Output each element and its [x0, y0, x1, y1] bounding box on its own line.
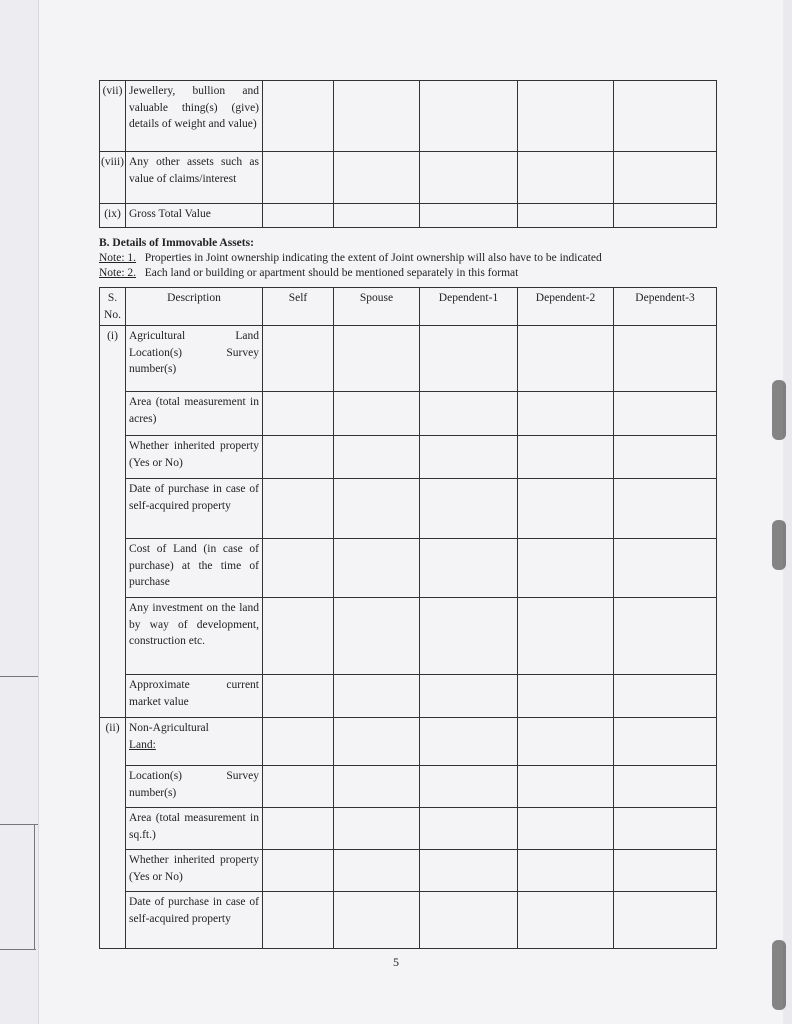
scan-smudge	[772, 520, 786, 570]
dependent-1-cell[interactable]	[420, 539, 518, 598]
dependent-2-cell[interactable]	[518, 766, 614, 808]
spouse-cell[interactable]	[334, 152, 420, 204]
dependent-1-cell[interactable]	[420, 436, 518, 479]
scan-smudge	[772, 940, 786, 1010]
spouse-cell[interactable]	[334, 539, 420, 598]
dependent-3-cell[interactable]	[614, 675, 717, 718]
dependent-2-cell[interactable]	[518, 598, 614, 675]
row-description: Location(s) Survey number(s)	[126, 766, 263, 808]
table-row	[100, 598, 717, 675]
note-2	[99, 266, 602, 281]
row-description: Date of purchase in case of self-acquired property	[126, 479, 263, 539]
column-header-sno: S. No.	[100, 288, 126, 326]
self-cell[interactable]	[263, 392, 334, 436]
dependent-1-cell[interactable]	[420, 204, 518, 228]
row-description	[126, 718, 263, 766]
dependent-1-cell[interactable]	[420, 892, 518, 949]
table-row	[100, 392, 717, 436]
spouse-cell[interactable]	[334, 892, 420, 949]
dependent-2-cell[interactable]	[518, 675, 614, 718]
self-cell[interactable]	[263, 808, 334, 850]
dependent-1-cell[interactable]	[420, 81, 518, 152]
note-text: Properties in Joint ownership indicating the extent of Joint ownership will also have to be indicated	[144, 252, 602, 264]
dependent-1-cell[interactable]	[420, 718, 518, 766]
note-1	[99, 251, 602, 266]
row-description: Date of purchase in case of self-acquired property	[126, 892, 263, 949]
self-cell[interactable]	[263, 850, 334, 892]
dependent-2-cell[interactable]	[518, 392, 614, 436]
dependent-3-cell[interactable]	[614, 598, 717, 675]
row-description: Agricultural Land Location(s) Survey number(s)	[126, 326, 263, 392]
dependent-3-cell[interactable]	[614, 539, 717, 598]
note-label: Note: 2.	[99, 267, 137, 279]
underlying-rule	[0, 824, 38, 825]
spouse-cell[interactable]	[334, 766, 420, 808]
spouse-cell[interactable]	[334, 850, 420, 892]
column-header-description: Description	[126, 288, 263, 326]
underlying-rule	[34, 824, 35, 949]
self-cell[interactable]	[263, 152, 334, 204]
dependent-3-cell[interactable]	[614, 326, 717, 392]
self-cell[interactable]	[263, 718, 334, 766]
dependent-1-cell[interactable]	[420, 392, 518, 436]
self-cell[interactable]	[263, 675, 334, 718]
spouse-cell[interactable]	[334, 598, 420, 675]
spouse-cell[interactable]	[334, 81, 420, 152]
table-row	[100, 850, 717, 892]
scan-smudge	[772, 380, 786, 440]
dependent-2-cell[interactable]	[518, 326, 614, 392]
dependent-3-cell[interactable]	[614, 204, 717, 228]
dependent-3-cell[interactable]	[614, 850, 717, 892]
spouse-cell[interactable]	[334, 675, 420, 718]
dependent-3-cell[interactable]	[614, 152, 717, 204]
dependent-2-cell[interactable]	[518, 81, 614, 152]
section-heading: Land:	[129, 738, 156, 751]
row-description: Approximate current market value	[126, 675, 263, 718]
table-row	[100, 152, 717, 204]
row-description: Area (total measurement in acres)	[126, 392, 263, 436]
self-cell[interactable]	[263, 436, 334, 479]
underlying-rule	[0, 949, 36, 950]
column-header-dependent-2: Dependent-2	[518, 288, 614, 326]
row-description: Any investment on the land by way of development, construction etc.	[126, 598, 263, 675]
row-description: Any other assets such as value of claims/interest	[126, 152, 263, 204]
dependent-2-cell[interactable]	[518, 204, 614, 228]
self-cell[interactable]	[263, 598, 334, 675]
dependent-2-cell[interactable]	[518, 718, 614, 766]
table-row	[100, 718, 717, 766]
row-description: Whether inherited property (Yes or No)	[126, 436, 263, 479]
serial-number: (viii)	[100, 152, 126, 204]
section-title: B. Details of Immovable Assets:	[99, 237, 254, 249]
dependent-1-cell[interactable]	[420, 766, 518, 808]
column-header-spouse: Spouse	[334, 288, 420, 326]
table-row	[100, 326, 717, 392]
dependent-2-cell[interactable]	[518, 479, 614, 539]
dependent-2-cell[interactable]	[518, 152, 614, 204]
table-row	[100, 479, 717, 539]
row-description: Area (total measurement in sq.ft.)	[126, 808, 263, 850]
spouse-cell[interactable]	[334, 808, 420, 850]
dependent-3-cell[interactable]	[614, 392, 717, 436]
row-description: Cost of Land (in case of purchase) at the time of purchase	[126, 539, 263, 598]
dependent-1-cell[interactable]	[420, 326, 518, 392]
dependent-3-cell[interactable]	[614, 436, 717, 479]
column-header-self: Self	[263, 288, 334, 326]
self-cell[interactable]	[263, 539, 334, 598]
immovable-assets-table	[99, 287, 717, 949]
dependent-2-cell[interactable]	[518, 436, 614, 479]
serial-number: (ix)	[100, 204, 126, 228]
row-description: Jewellery, bullion and valuable thing(s) (give) details of weight and value)	[126, 81, 263, 152]
dependent-3-cell[interactable]	[614, 892, 717, 949]
section-b-header	[99, 236, 602, 281]
table-row	[100, 675, 717, 718]
note-text: Each land or building or apartment should be mentioned separately in this format	[144, 267, 519, 279]
table-row	[100, 539, 717, 598]
dependent-1-cell[interactable]	[420, 808, 518, 850]
self-cell[interactable]	[263, 766, 334, 808]
dependent-3-cell[interactable]	[614, 479, 717, 539]
row-description: Whether inherited property (Yes or No)	[126, 850, 263, 892]
dependent-3-cell[interactable]	[614, 766, 717, 808]
spouse-cell[interactable]	[334, 479, 420, 539]
serial-number: (vii)	[100, 81, 126, 152]
spouse-cell[interactable]	[334, 436, 420, 479]
table-header-row	[100, 288, 717, 326]
table-row	[100, 808, 717, 850]
table-row	[100, 204, 717, 228]
table-row	[100, 436, 717, 479]
underlying-page	[0, 0, 38, 1024]
self-cell[interactable]	[263, 81, 334, 152]
dependent-1-cell[interactable]	[420, 598, 518, 675]
dependent-3-cell[interactable]	[614, 718, 717, 766]
dependent-1-cell[interactable]	[420, 850, 518, 892]
page-number: 5	[393, 955, 399, 969]
self-cell[interactable]	[263, 479, 334, 539]
row-description: Gross Total Value	[126, 204, 263, 228]
spouse-cell[interactable]	[334, 392, 420, 436]
dependent-3-cell[interactable]	[614, 808, 717, 850]
table-row	[100, 81, 717, 152]
column-header-dependent-3: Dependent-3	[614, 288, 717, 326]
self-cell[interactable]	[263, 326, 334, 392]
dependent-2-cell[interactable]	[518, 539, 614, 598]
column-header-dependent-1: Dependent-1	[420, 288, 518, 326]
spouse-cell[interactable]	[334, 718, 420, 766]
dependent-3-cell[interactable]	[614, 81, 717, 152]
dependent-2-cell[interactable]	[518, 808, 614, 850]
note-label: Note: 1.	[99, 252, 137, 264]
table-row	[100, 892, 717, 949]
dependent-1-cell[interactable]	[420, 479, 518, 539]
dependent-2-cell[interactable]	[518, 892, 614, 949]
serial-number: (i)	[100, 326, 126, 718]
spouse-cell[interactable]	[334, 326, 420, 392]
self-cell[interactable]	[263, 204, 334, 228]
section-heading: Non-Agricultural	[129, 722, 209, 734]
assets-table-a	[99, 80, 717, 228]
table-row	[100, 766, 717, 808]
dependent-1-cell[interactable]	[420, 152, 518, 204]
spouse-cell[interactable]	[334, 204, 420, 228]
underlying-rule	[0, 676, 38, 677]
serial-number: (ii)	[100, 718, 126, 949]
self-cell[interactable]	[263, 892, 334, 949]
dependent-1-cell[interactable]	[420, 675, 518, 718]
dependent-2-cell[interactable]	[518, 850, 614, 892]
